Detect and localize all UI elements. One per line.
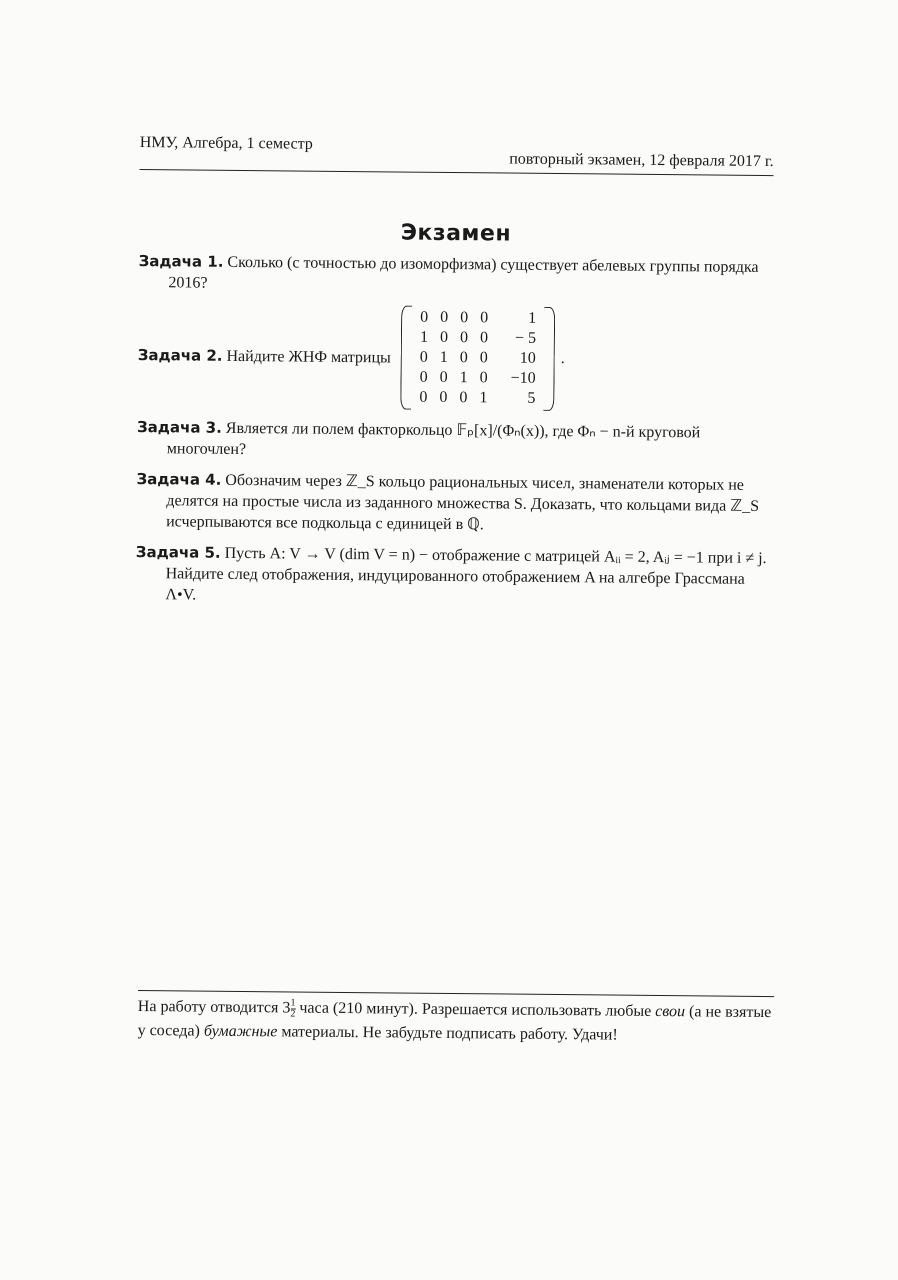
task-text: Обозначим через ℤ_S кольцо рациональных чисел, знаменатели которых не делятся на простые числа из заданного множества S. Доказать, что кольцами вида ℤ_S исчерпываются все подкольца с единицей в ℚ.: [166, 471, 760, 534]
matrix-row: [414, 368, 542, 389]
page-title: Экзамен: [400, 220, 512, 247]
page-header: [139, 120, 774, 171]
footer-emphasis: свои: [655, 1002, 686, 1021]
matrix-cell: 0: [419, 388, 428, 406]
right-paren: [543, 307, 555, 411]
task-label: Задача 3.: [136, 417, 222, 437]
task-label: Задача 5.: [135, 542, 221, 562]
matrix-cell: 1: [459, 369, 468, 387]
matrix-cell: − 5: [514, 329, 537, 347]
footer-part: (а не взятые у соседа): [137, 1003, 772, 1040]
matrix-cell: 0: [459, 329, 469, 347]
matrix-cell: 0: [439, 328, 449, 346]
fraction-denominator: 2: [290, 1008, 296, 1020]
left-paren: [400, 306, 412, 410]
matrix-cell: 0: [439, 388, 448, 406]
matrix-cell: 0: [459, 389, 468, 407]
matrix-table: [413, 308, 542, 409]
task-4: [136, 469, 771, 538]
matrix-cell: 0: [480, 309, 489, 327]
matrix-row: [414, 348, 542, 369]
matrix-cell: 0: [479, 349, 488, 367]
matrix-cell: 1: [439, 348, 448, 366]
task-label: Задача 4.: [136, 469, 222, 489]
matrix-cell: 1: [419, 328, 429, 346]
matrix-cell: 0: [460, 309, 469, 327]
matrix-cell: 0: [420, 308, 429, 326]
matrix-period: .: [560, 350, 565, 368]
matrix-cell: 0: [459, 349, 468, 367]
matrix-cell: 0: [479, 369, 488, 387]
matrix-cell: 0: [419, 368, 428, 386]
task-3: [137, 417, 771, 465]
fraction-numerator: 1: [290, 997, 296, 1009]
task-1: [138, 251, 772, 299]
matrix-row: [414, 328, 542, 349]
course-label: НМУ, Алгебра, 1 семестр: [139, 133, 313, 153]
matrix-cell: 0: [440, 308, 449, 326]
matrix-row: [414, 308, 542, 329]
footer-part: часа (210 минут). Разрешается использовать любые: [295, 999, 656, 1020]
matrix-cell: 5: [527, 389, 536, 407]
task-text: Сколько (с точностью до изоморфизма) существует абелевых группы порядка 2016?: [168, 253, 759, 292]
task-2: [137, 303, 772, 413]
matrix-cell: 0: [439, 368, 448, 386]
footer-text: [138, 998, 772, 1044]
task-label: Задача 1.: [138, 251, 224, 271]
matrix-cell: 0: [479, 329, 489, 347]
matrix-cell: 1: [479, 389, 488, 407]
matrix-cell: −10: [510, 369, 536, 387]
matrix-cell: 10: [519, 349, 536, 367]
task-5: [135, 542, 770, 611]
matrix-cell: 1: [528, 309, 537, 327]
footer-part: На работу отводится 3: [137, 997, 291, 1017]
task-text: Является ли полем факторкольцо 𝔽ₚ[x]/(Φₙ(x)), где Φₙ − n-й круговой многочлен?: [166, 419, 701, 459]
footer-note: [137, 990, 773, 1049]
matrix-cell: 0: [419, 348, 428, 366]
task-label: Задача 2.: [137, 345, 223, 365]
matrix-row: [413, 388, 541, 409]
exam-date: повторный экзамен, 12 февраля 2017 г.: [509, 150, 774, 171]
matrix: [400, 306, 565, 412]
footer-emphasis: бумажные: [203, 1022, 278, 1041]
exam-page: [135, 120, 774, 621]
task-text: Пусть A: V → V (dim V = n) − отображение с матрицей Aᵢᵢ = 2, Aᵢⱼ = −1 при i ≠ j. Найдите след отображения, индуцированного отображением A на алгебре Грассмана Λ•V.: [165, 544, 767, 604]
footer-part: материалы. Не забудьте подписать работу. Удачи!: [277, 1023, 618, 1044]
task-text: Найдите ЖНФ матрицы: [226, 347, 391, 366]
